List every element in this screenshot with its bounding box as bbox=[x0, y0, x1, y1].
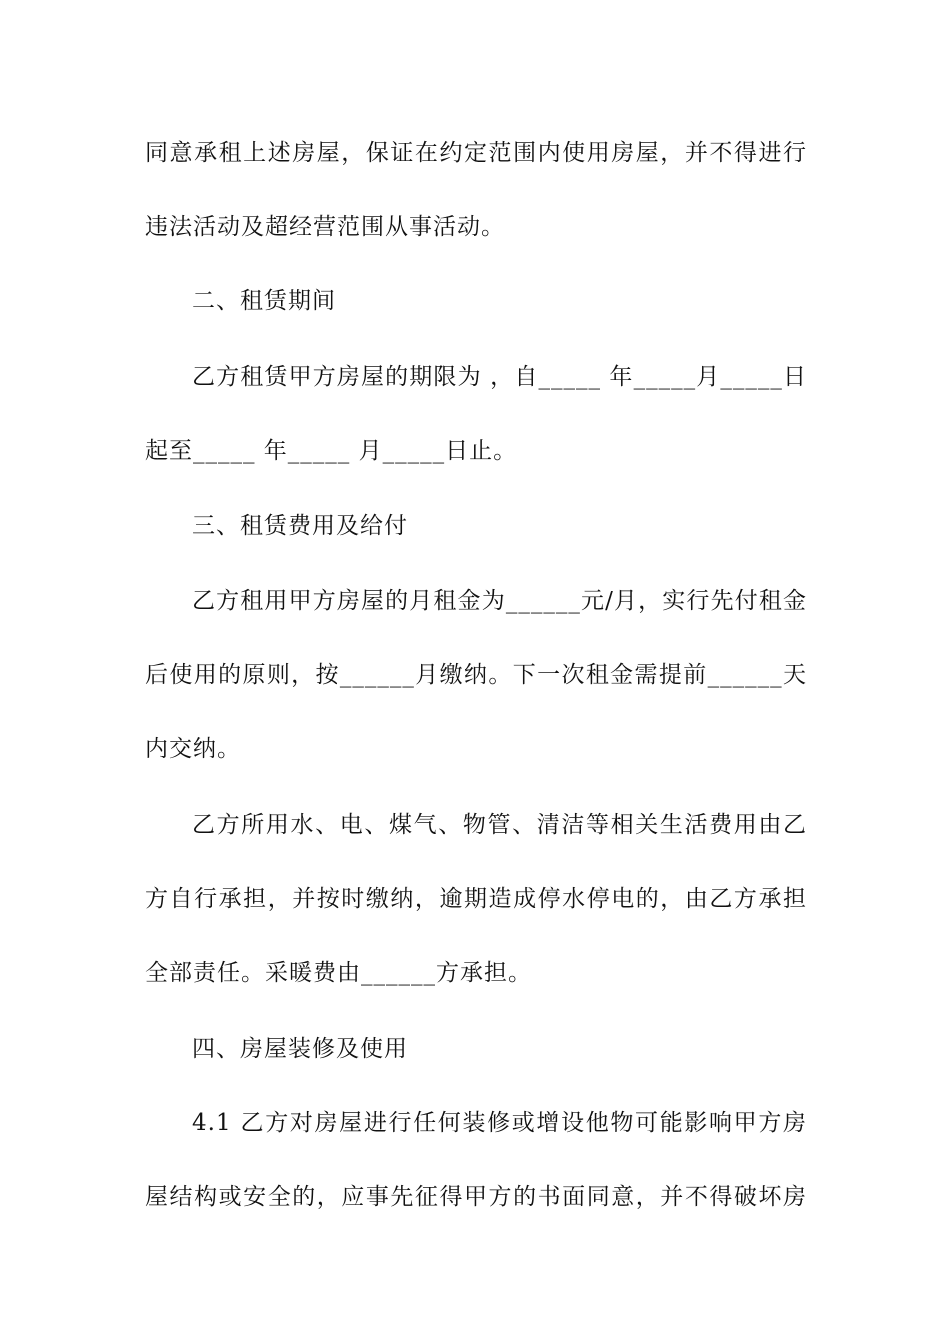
paragraph-line: 乙方租赁甲方房屋的期限为 ，自_____ 年_____月_____日 bbox=[192, 364, 807, 390]
paragraph-line: 屋结构或安全的，应事先征得甲方的书面同意，并不得破坏房 bbox=[145, 1184, 807, 1210]
paragraph-line: 内交纳。 bbox=[145, 736, 241, 762]
section-heading: 三、租赁费用及给付 bbox=[192, 513, 408, 539]
paragraph-line: 后使用的原则，按______月缴纳。下一次租金需提前______天 bbox=[145, 662, 807, 688]
paragraph-line: 全部责任。采暖费由______方承担。 bbox=[145, 960, 532, 986]
paragraph-line: 起至_____ 年_____ 月_____日止。 bbox=[145, 438, 518, 464]
paragraph-line: 4.1 乙方对房屋进行任何装修或增设他物可能影响甲方房 bbox=[192, 1110, 807, 1136]
section-heading: 二、租赁期间 bbox=[192, 288, 336, 314]
paragraph-line: 同意承租上述房屋，保证在约定范围内使用房屋，并不得进行 bbox=[145, 140, 807, 166]
paragraph-line: 乙方租用甲方房屋的月租金为______元/月，实行先付租金 bbox=[192, 588, 807, 614]
section-heading: 四、房屋装修及使用 bbox=[192, 1036, 408, 1062]
paragraph-line: 方自行承担，并按时缴纳，逾期造成停水停电的，由乙方承担 bbox=[145, 886, 807, 912]
paragraph-line: 乙方所用水、电、煤气、物管、清洁等相关生活费用由乙 bbox=[192, 812, 807, 838]
paragraph-line: 违法活动及超经营范围从事活动。 bbox=[145, 214, 505, 240]
